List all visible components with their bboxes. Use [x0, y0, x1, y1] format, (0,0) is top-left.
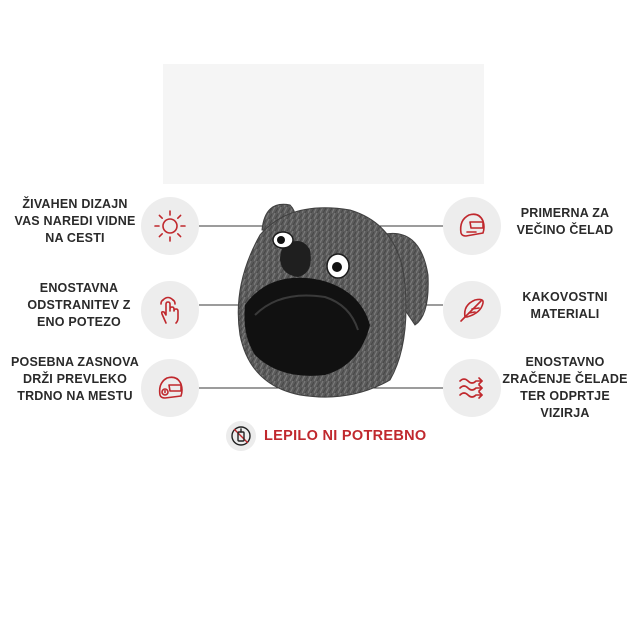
feature-text-quality-materials: KAKOVOSTNI MATERIALI: [522, 290, 608, 321]
feature-text-visibility: ŽIVAHEN DIZAJN VAS NAREDI VIDNE NA CESTI: [14, 197, 136, 245]
no-glue-note: [226, 421, 427, 451]
feature-text-fits-most-helmets: PRIMERNA ZA VEČINO ČELAD: [516, 206, 614, 237]
feature-text-ventilation: ENOSTAVNO ZRAČENJE ČELADE TER ODPRTJE VIZIRJA: [502, 355, 628, 420]
no-glue-icon: [226, 421, 256, 451]
feature-text-easy-removal: ENOSTAVNA ODSTRANITEV Z ENO POTEZO: [27, 281, 131, 329]
feature-text-secure-fit: POSEBNA ZASNOVA DRŽI PREVLEKO TRDNO NA MESTU: [10, 355, 139, 403]
no-glue-label: LEPILO NI POTREBNO: [264, 428, 427, 444]
koala-helmet-cover-image: [230, 195, 430, 405]
